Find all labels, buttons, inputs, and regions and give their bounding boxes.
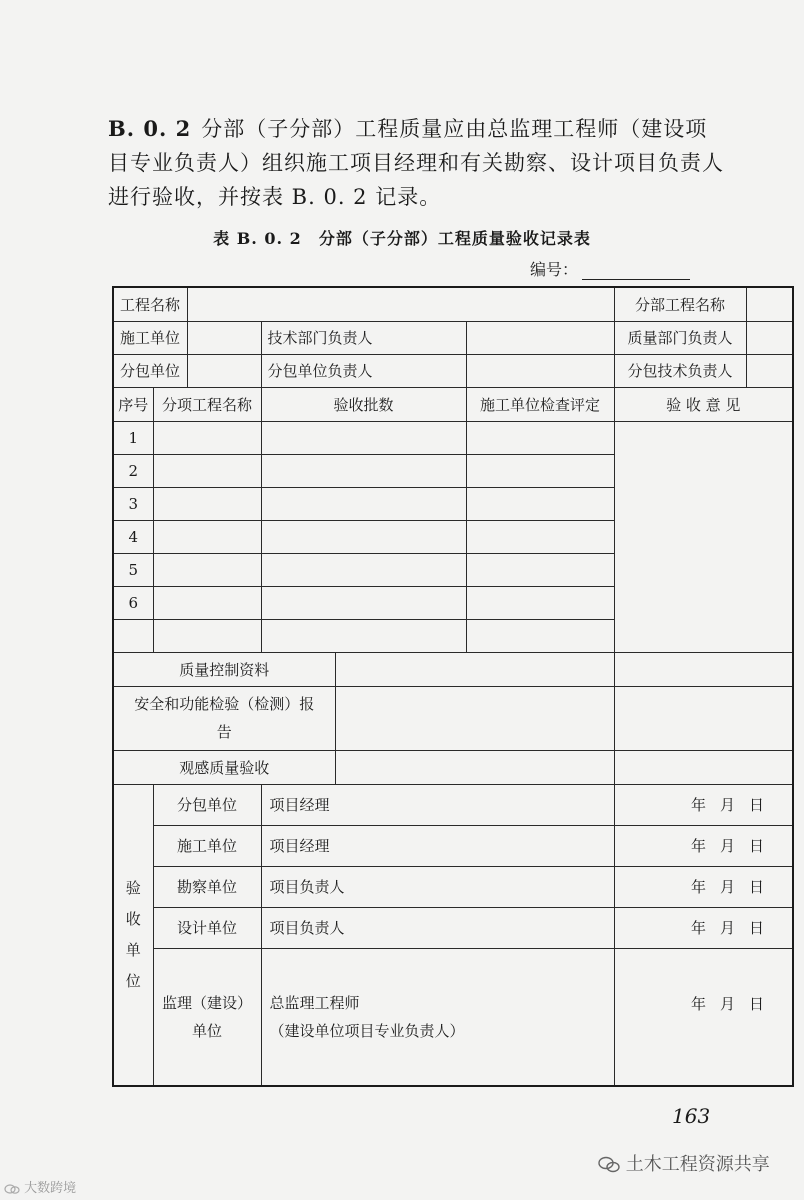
quality-head-cell[interactable]	[746, 321, 793, 354]
contractor-eval-cell[interactable]	[466, 619, 614, 652]
safety-report-opinion-cell[interactable]	[614, 686, 793, 750]
chat-bubble-icon	[4, 1183, 20, 1195]
contractor-eval-cell[interactable]	[466, 454, 614, 487]
date-field[interactable]: 年 月 日	[614, 784, 793, 825]
acceptance-row	[113, 907, 793, 948]
clause-number: B. 0. 2	[108, 116, 192, 141]
supervisor-signer-note: （建设单位项目专业负责人）	[269, 1021, 465, 1040]
batch-count-cell[interactable]	[261, 586, 466, 619]
item-name-cell[interactable]	[153, 487, 261, 520]
quality-docs-eval-cell[interactable]	[335, 652, 614, 686]
contractor-eval-cell[interactable]	[466, 553, 614, 586]
table-caption: 表 B. 0. 2 分部（子分部）工程质量验收记录表	[213, 229, 591, 248]
page-number: 163	[672, 1104, 711, 1128]
wechat-icon	[598, 1156, 620, 1174]
serial-label: 编号：	[530, 260, 579, 279]
signer-title: 项目经理	[261, 825, 614, 866]
item-name-cell[interactable]	[153, 520, 261, 553]
watermark-right	[598, 1150, 770, 1176]
batch-count-cell[interactable]	[261, 553, 466, 586]
supervisor-unit-label: 监理（建设）单位	[153, 948, 261, 1086]
batch-count-cell[interactable]	[261, 421, 466, 454]
item-name-cell[interactable]	[153, 421, 261, 454]
unit-label: 施工单位	[153, 825, 261, 866]
sub-head-cell[interactable]	[466, 354, 614, 387]
item-name-cell[interactable]	[153, 454, 261, 487]
header-row-3	[113, 354, 793, 387]
acceptance-record-table	[112, 286, 794, 1087]
serial-blank-line[interactable]	[582, 263, 690, 280]
contractor-eval-cell[interactable]	[466, 487, 614, 520]
batch-count-cell[interactable]	[261, 520, 466, 553]
intro-paragraph	[108, 112, 728, 214]
quality-docs-label: 质量控制资料	[113, 652, 335, 686]
contractor-eval-cell[interactable]	[466, 586, 614, 619]
batch-count-cell[interactable]	[261, 487, 466, 520]
batch-count-cell[interactable]	[261, 619, 466, 652]
sub-project-name-label: 分部工程名称	[614, 287, 746, 321]
project-name-label: 工程名称	[113, 287, 187, 321]
contractor-cell[interactable]	[187, 321, 261, 354]
watermark-right-text: 土木工程资源共享	[625, 1154, 770, 1175]
date-field[interactable]: 年 月 日	[614, 948, 793, 1086]
appearance-opinion-cell[interactable]	[614, 750, 793, 784]
sub-project-name-cell[interactable]	[746, 287, 793, 321]
row-number: 3	[113, 487, 153, 520]
quality-docs-row	[113, 652, 793, 686]
col-item-name: 分项工程名称	[153, 387, 261, 421]
sub-tech-head-label: 分包技术负责人	[614, 354, 746, 387]
acceptance-row	[113, 866, 793, 907]
item-name-cell[interactable]	[153, 586, 261, 619]
row-number: 6	[113, 586, 153, 619]
tech-head-cell[interactable]	[466, 321, 614, 354]
col-contractor-eval: 施工单位检查评定	[466, 387, 614, 421]
signer-title: 项目负责人	[261, 866, 614, 907]
safety-report-eval-cell[interactable]	[335, 686, 614, 750]
subcontractor-label: 分包单位	[113, 354, 187, 387]
project-name-cell[interactable]	[187, 287, 614, 321]
appearance-eval-cell[interactable]	[335, 750, 614, 784]
date-field[interactable]: 年 月 日	[614, 907, 793, 948]
item-name-cell[interactable]	[153, 553, 261, 586]
appearance-label: 观感质量验收	[113, 750, 335, 784]
supervisor-signer-title: 总监理工程师	[269, 993, 360, 1012]
row-number: 4	[113, 520, 153, 553]
quality-head-label: 质量部门负责人	[614, 321, 746, 354]
signer-title: 项目负责人	[261, 907, 614, 948]
batch-count-cell[interactable]	[261, 454, 466, 487]
safety-report-row	[113, 686, 793, 750]
intro-text: 分部（子分部）工程质量应由总监理工程师（建设项目专业负责人）组织施工项目经理和有关勘察、设计项目负责人进行验收，并按表 B. 0. 2 记录。	[108, 117, 724, 209]
acceptance-row-supervisor	[113, 948, 793, 1086]
col-seq: 序号	[113, 387, 153, 421]
opinion-cell[interactable]	[614, 421, 793, 652]
sub-tech-head-cell[interactable]	[746, 354, 793, 387]
signer-title: 项目经理	[261, 784, 614, 825]
acceptance-row	[113, 825, 793, 866]
watermark-left	[4, 1177, 76, 1196]
sub-head-label: 分包单位负责人	[261, 354, 466, 387]
appearance-row	[113, 750, 793, 784]
contractor-eval-cell[interactable]	[466, 520, 614, 553]
table-row	[113, 421, 793, 454]
unit-label: 勘察单位	[153, 866, 261, 907]
header-row-2	[113, 321, 793, 354]
supervisor-signer	[261, 948, 614, 1086]
date-field[interactable]: 年 月 日	[614, 866, 793, 907]
row-number: 5	[113, 553, 153, 586]
col-batch-count: 验收批数	[261, 387, 466, 421]
item-name-cell[interactable]	[153, 619, 261, 652]
unit-label: 设计单位	[153, 907, 261, 948]
serial-number-field	[530, 257, 690, 280]
column-header-row	[113, 387, 793, 421]
quality-docs-opinion-cell[interactable]	[614, 652, 793, 686]
row-number-empty	[113, 619, 153, 652]
watermark-left-text: 大数跨境	[24, 1181, 77, 1196]
row-number: 2	[113, 454, 153, 487]
col-opinion: 验 收 意 见	[614, 387, 793, 421]
date-field[interactable]: 年 月 日	[614, 825, 793, 866]
acceptance-group-label: 验收单位	[113, 784, 153, 1086]
contractor-label: 施工单位	[113, 321, 187, 354]
row-number: 1	[113, 421, 153, 454]
subcontractor-cell[interactable]	[187, 354, 261, 387]
header-row-1	[113, 287, 793, 321]
tech-head-label: 技术部门负责人	[261, 321, 466, 354]
safety-report-label: 安全和功能检验（检测）报告	[113, 686, 335, 750]
unit-label: 分包单位	[153, 784, 261, 825]
contractor-eval-cell[interactable]	[466, 421, 614, 454]
acceptance-row	[113, 784, 793, 825]
